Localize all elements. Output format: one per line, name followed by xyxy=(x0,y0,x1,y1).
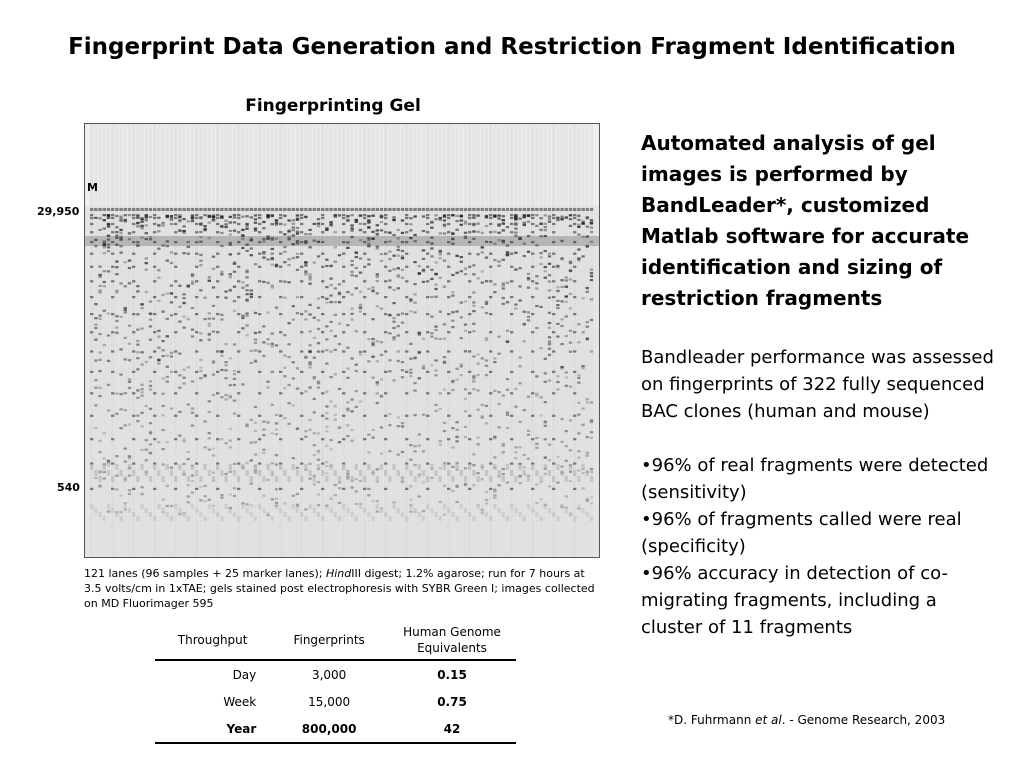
bullet-sensitivity: •96% of real fragments were detected (sensitivity) xyxy=(641,455,989,503)
analysis-heading: Automated analysis of gel images is performed by BandLeader*, customized Matlab software for accurate identification and sizing of restriction fragments xyxy=(641,131,970,310)
row-period: Week xyxy=(223,694,257,709)
table-row xyxy=(155,715,516,743)
gel-bands xyxy=(85,124,599,557)
header-fingerprints: Fingerprints xyxy=(293,633,365,647)
table-row xyxy=(155,660,516,688)
performance-text xyxy=(641,344,1001,641)
row-fingerprints: 15,000 xyxy=(308,694,351,709)
reference-citation: *D. Fuhrmann et al. - Genome Research, 2003 xyxy=(668,713,946,727)
row-fingerprints: 3,000 xyxy=(311,667,347,682)
row-genome-equivalents: 0.75 xyxy=(437,694,467,709)
row-genome-equivalents: 42 xyxy=(443,721,461,736)
row-fingerprints: 800,000 xyxy=(301,721,357,736)
slide-title: Fingerprint Data Generation and Restriction Fragment Identification xyxy=(68,34,956,60)
table-header-row xyxy=(155,621,516,660)
throughput-table xyxy=(155,621,516,744)
row-period: Year xyxy=(226,721,257,736)
bullet-comigrating: •96% accuracy in detection of co-migrating fragments, including a cluster of 11 fragments xyxy=(641,563,948,638)
marker-lane-label: M xyxy=(87,181,98,194)
gel-caption: 121 lanes (96 samples + 25 marker lanes); HindIII digest; 1.2% agarose; run for 7 hours at 3.5 volts/cm in 1xTAE; gels stained post electrophoresis with SYBR Green I; images collected on MD Fluorimager 595 xyxy=(84,567,595,610)
header-genome-equivalents: Human Genome Equivalents xyxy=(403,625,501,655)
size-label-bottom: 540 xyxy=(57,481,80,494)
size-label-top: 29,950 xyxy=(37,205,80,218)
table-row xyxy=(155,688,516,715)
gel-image xyxy=(84,123,600,558)
row-period: Day xyxy=(232,667,257,682)
bullet-specificity: •96% of fragments called were real (specificity) xyxy=(641,509,962,557)
header-throughput: Throughput xyxy=(177,633,248,647)
gel-title: Fingerprinting Gel xyxy=(245,96,421,116)
row-genome-equivalents: 0.15 xyxy=(437,667,467,682)
performance-intro: Bandleader performance was assessed on fingerprints of 322 fully sequenced BAC clones (human and mouse) xyxy=(641,347,994,422)
